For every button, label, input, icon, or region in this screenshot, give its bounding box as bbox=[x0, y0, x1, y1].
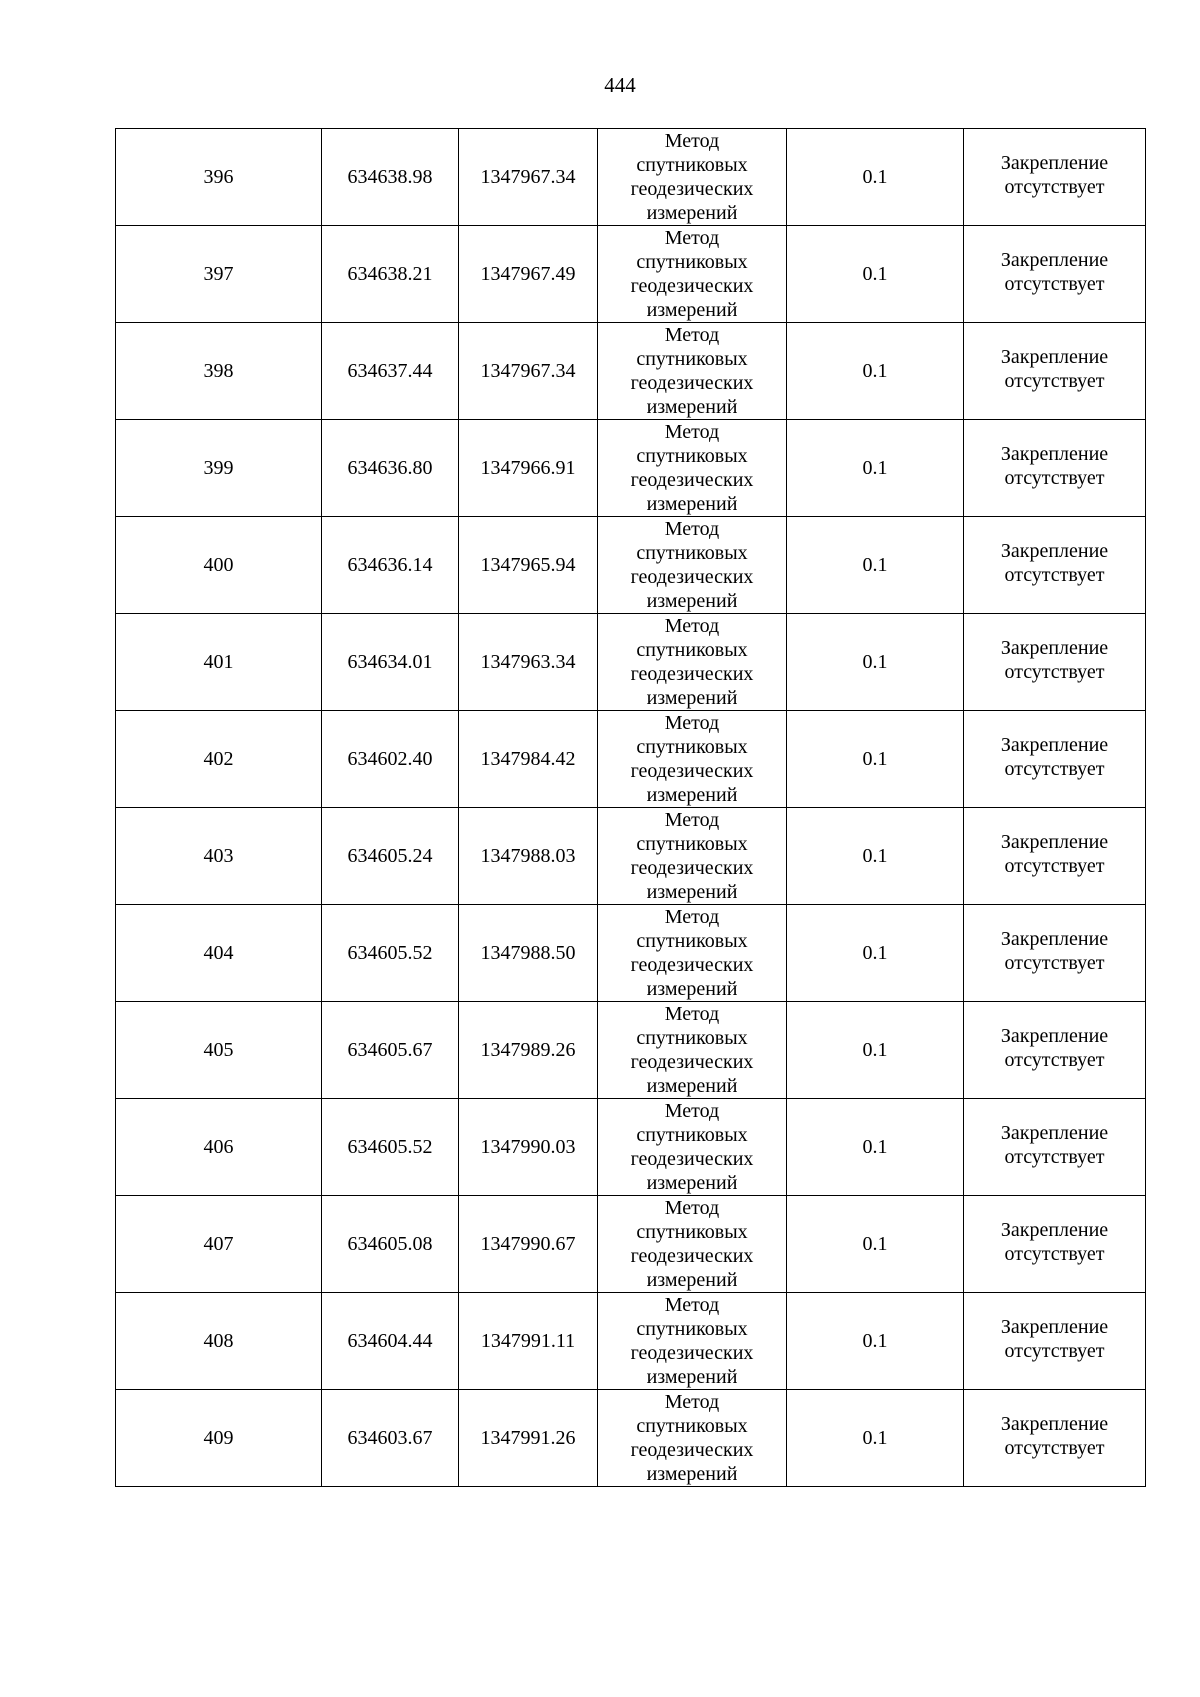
method-line: геодезических bbox=[630, 178, 754, 200]
method-line: Метод bbox=[664, 518, 720, 540]
method-cell bbox=[598, 129, 787, 226]
table-row bbox=[116, 420, 1146, 517]
y-coordinate-cell: 1347967.34 bbox=[459, 323, 598, 420]
y-coordinate-cell: 1347989.26 bbox=[459, 1002, 598, 1099]
table-row bbox=[116, 323, 1146, 420]
method-line: измерений bbox=[646, 396, 738, 418]
method-line: геодезических bbox=[630, 275, 754, 297]
method-line: спутниковых bbox=[636, 1124, 748, 1146]
fixing-line: Закрепление bbox=[1000, 346, 1109, 368]
method-line: Метод bbox=[664, 906, 720, 928]
method-line: Метод bbox=[664, 1197, 720, 1219]
fixing-line: Закрепление bbox=[1000, 637, 1109, 659]
fixing-cell bbox=[964, 1196, 1146, 1293]
method-cell bbox=[598, 808, 787, 905]
method-line: геодезических bbox=[630, 469, 754, 491]
method-cell bbox=[598, 711, 787, 808]
fixing-line: отсутствует bbox=[1004, 1243, 1105, 1265]
method-cell bbox=[598, 905, 787, 1002]
method-line: измерений bbox=[646, 881, 738, 903]
fixing-line: отсутствует bbox=[1004, 467, 1105, 489]
fixing-line: отсутствует bbox=[1004, 273, 1105, 295]
method-cell bbox=[598, 1390, 787, 1487]
method-cell bbox=[598, 1196, 787, 1293]
x-coordinate-cell: 634605.08 bbox=[322, 1196, 459, 1293]
fixing-cell bbox=[964, 420, 1146, 517]
method-line: Метод bbox=[664, 809, 720, 831]
method-line: спутниковых bbox=[636, 833, 748, 855]
x-coordinate-cell: 634636.14 bbox=[322, 517, 459, 614]
method-cell bbox=[598, 226, 787, 323]
point-number-cell: 400 bbox=[116, 517, 322, 614]
y-coordinate-cell: 1347965.94 bbox=[459, 517, 598, 614]
fixing-line: отсутствует bbox=[1004, 1340, 1105, 1362]
accuracy-cell: 0.1 bbox=[787, 1196, 964, 1293]
page-number: 444 bbox=[604, 73, 636, 97]
fixing-line: Закрепление bbox=[1000, 1025, 1109, 1047]
method-line: геодезических bbox=[630, 857, 754, 879]
table-body bbox=[116, 129, 1146, 1487]
table-row bbox=[116, 808, 1146, 905]
fixing-line: Закрепление bbox=[1000, 1316, 1109, 1338]
method-line: геодезических bbox=[630, 1051, 754, 1073]
method-line: измерений bbox=[646, 493, 738, 515]
method-line: геодезических bbox=[630, 566, 754, 588]
method-line: спутниковых bbox=[636, 930, 748, 952]
fixing-line: отсутствует bbox=[1004, 176, 1105, 198]
table-row bbox=[116, 226, 1146, 323]
method-line: Метод bbox=[664, 324, 720, 346]
accuracy-cell: 0.1 bbox=[787, 517, 964, 614]
x-coordinate-cell: 634605.52 bbox=[322, 905, 459, 1002]
accuracy-cell: 0.1 bbox=[787, 711, 964, 808]
method-line: спутниковых bbox=[636, 348, 748, 370]
x-coordinate-cell: 634605.67 bbox=[322, 1002, 459, 1099]
fixing-line: отсутствует bbox=[1004, 661, 1105, 683]
method-line: спутниковых bbox=[636, 445, 748, 467]
point-number-cell: 397 bbox=[116, 226, 322, 323]
point-number-cell: 404 bbox=[116, 905, 322, 1002]
method-line: Метод bbox=[664, 615, 720, 637]
x-coordinate-cell: 634638.21 bbox=[322, 226, 459, 323]
method-line: Метод bbox=[664, 1391, 720, 1413]
method-line: спутниковых bbox=[636, 1027, 748, 1049]
point-number-cell: 402 bbox=[116, 711, 322, 808]
method-line: Метод bbox=[664, 1003, 720, 1025]
method-line: спутниковых bbox=[636, 1221, 748, 1243]
fixing-cell bbox=[964, 1002, 1146, 1099]
fixing-line: Закрепление bbox=[1000, 1219, 1109, 1241]
method-cell bbox=[598, 323, 787, 420]
method-line: геодезических bbox=[630, 954, 754, 976]
method-line: измерений bbox=[646, 202, 738, 224]
accuracy-cell: 0.1 bbox=[787, 1390, 964, 1487]
point-number-cell: 399 bbox=[116, 420, 322, 517]
fixing-line: отсутствует bbox=[1004, 564, 1105, 586]
point-number-cell: 401 bbox=[116, 614, 322, 711]
accuracy-cell: 0.1 bbox=[787, 226, 964, 323]
x-coordinate-cell: 634638.98 bbox=[322, 129, 459, 226]
fixing-cell bbox=[964, 129, 1146, 226]
method-line: геодезических bbox=[630, 1439, 754, 1461]
y-coordinate-cell: 1347990.03 bbox=[459, 1099, 598, 1196]
fixing-line: Закрепление bbox=[1000, 1122, 1109, 1144]
table-row bbox=[116, 1293, 1146, 1390]
method-cell bbox=[598, 1099, 787, 1196]
method-line: Метод bbox=[664, 1294, 720, 1316]
fixing-line: отсутствует bbox=[1004, 1437, 1105, 1459]
point-number-cell: 406 bbox=[116, 1099, 322, 1196]
method-line: спутниковых bbox=[636, 251, 748, 273]
method-line: геодезических bbox=[630, 1148, 754, 1170]
method-line: измерений bbox=[646, 1172, 738, 1194]
fixing-cell bbox=[964, 1293, 1146, 1390]
point-number-cell: 398 bbox=[116, 323, 322, 420]
accuracy-cell: 0.1 bbox=[787, 614, 964, 711]
point-number-cell: 407 bbox=[116, 1196, 322, 1293]
table-row bbox=[116, 517, 1146, 614]
method-line: спутниковых bbox=[636, 542, 748, 564]
method-line: геодезических bbox=[630, 760, 754, 782]
fixing-cell bbox=[964, 1099, 1146, 1196]
fixing-cell bbox=[964, 905, 1146, 1002]
accuracy-cell: 0.1 bbox=[787, 129, 964, 226]
fixing-cell bbox=[964, 1390, 1146, 1487]
x-coordinate-cell: 634605.24 bbox=[322, 808, 459, 905]
table-row bbox=[116, 1196, 1146, 1293]
table-row bbox=[116, 614, 1146, 711]
table-row bbox=[116, 1099, 1146, 1196]
fixing-cell bbox=[964, 517, 1146, 614]
method-line: геодезических bbox=[630, 1342, 754, 1364]
method-line: измерений bbox=[646, 687, 738, 709]
accuracy-cell: 0.1 bbox=[787, 323, 964, 420]
y-coordinate-cell: 1347988.50 bbox=[459, 905, 598, 1002]
method-line: измерений bbox=[646, 1269, 738, 1291]
accuracy-cell: 0.1 bbox=[787, 420, 964, 517]
y-coordinate-cell: 1347988.03 bbox=[459, 808, 598, 905]
method-line: измерений bbox=[646, 1366, 738, 1388]
fixing-cell bbox=[964, 711, 1146, 808]
method-line: Метод bbox=[664, 227, 720, 249]
fixing-cell bbox=[964, 614, 1146, 711]
fixing-line: Закрепление bbox=[1000, 443, 1109, 465]
y-coordinate-cell: 1347967.49 bbox=[459, 226, 598, 323]
method-line: геодезических bbox=[630, 372, 754, 394]
x-coordinate-cell: 634634.01 bbox=[322, 614, 459, 711]
y-coordinate-cell: 1347966.91 bbox=[459, 420, 598, 517]
table-row bbox=[116, 129, 1146, 226]
accuracy-cell: 0.1 bbox=[787, 808, 964, 905]
method-cell bbox=[598, 517, 787, 614]
fixing-line: Закрепление bbox=[1000, 152, 1109, 174]
fixing-line: Закрепление bbox=[1000, 249, 1109, 271]
accuracy-cell: 0.1 bbox=[787, 1099, 964, 1196]
method-line: Метод bbox=[664, 1100, 720, 1122]
method-line: измерений bbox=[646, 784, 738, 806]
method-cell bbox=[598, 1293, 787, 1390]
accuracy-cell: 0.1 bbox=[787, 1293, 964, 1390]
fixing-cell bbox=[964, 323, 1146, 420]
method-line: измерений bbox=[646, 1075, 738, 1097]
method-line: спутниковых bbox=[636, 639, 748, 661]
method-cell bbox=[598, 1002, 787, 1099]
fixing-line: Закрепление bbox=[1000, 1413, 1109, 1435]
method-line: измерений bbox=[646, 299, 738, 321]
point-number-cell: 409 bbox=[116, 1390, 322, 1487]
fixing-line: отсутствует bbox=[1004, 758, 1105, 780]
method-line: Метод bbox=[664, 421, 720, 443]
table-row bbox=[116, 1002, 1146, 1099]
accuracy-cell: 0.1 bbox=[787, 1002, 964, 1099]
point-number-cell: 405 bbox=[116, 1002, 322, 1099]
accuracy-cell: 0.1 bbox=[787, 905, 964, 1002]
x-coordinate-cell: 634636.80 bbox=[322, 420, 459, 517]
coordinates-table bbox=[115, 128, 1146, 1487]
table-row bbox=[116, 905, 1146, 1002]
table-row bbox=[116, 1390, 1146, 1487]
x-coordinate-cell: 634602.40 bbox=[322, 711, 459, 808]
method-line: геодезических bbox=[630, 1245, 754, 1267]
fixing-line: Закрепление bbox=[1000, 540, 1109, 562]
y-coordinate-cell: 1347991.11 bbox=[459, 1293, 598, 1390]
fixing-line: отсутствует bbox=[1004, 952, 1105, 974]
method-cell bbox=[598, 614, 787, 711]
fixing-line: отсутствует bbox=[1004, 855, 1105, 877]
point-number-cell: 396 bbox=[116, 129, 322, 226]
fixing-cell bbox=[964, 808, 1146, 905]
method-line: измерений bbox=[646, 1463, 738, 1485]
y-coordinate-cell: 1347967.34 bbox=[459, 129, 598, 226]
fixing-line: Закрепление bbox=[1000, 928, 1109, 950]
fixing-line: отсутствует bbox=[1004, 1146, 1105, 1168]
method-line: спутниковых bbox=[636, 1318, 748, 1340]
x-coordinate-cell: 634603.67 bbox=[322, 1390, 459, 1487]
fixing-line: Закрепление bbox=[1000, 831, 1109, 853]
y-coordinate-cell: 1347984.42 bbox=[459, 711, 598, 808]
fixing-cell bbox=[964, 226, 1146, 323]
method-line: измерений bbox=[646, 590, 738, 612]
point-number-cell: 408 bbox=[116, 1293, 322, 1390]
x-coordinate-cell: 634604.44 bbox=[322, 1293, 459, 1390]
y-coordinate-cell: 1347991.26 bbox=[459, 1390, 598, 1487]
method-line: спутниковых bbox=[636, 736, 748, 758]
method-line: Метод bbox=[664, 712, 720, 734]
point-number-cell: 403 bbox=[116, 808, 322, 905]
method-line: спутниковых bbox=[636, 154, 748, 176]
fixing-line: отсутствует bbox=[1004, 370, 1105, 392]
x-coordinate-cell: 634637.44 bbox=[322, 323, 459, 420]
x-coordinate-cell: 634605.52 bbox=[322, 1099, 459, 1196]
y-coordinate-cell: 1347963.34 bbox=[459, 614, 598, 711]
method-line: измерений bbox=[646, 978, 738, 1000]
fixing-line: отсутствует bbox=[1004, 1049, 1105, 1071]
y-coordinate-cell: 1347990.67 bbox=[459, 1196, 598, 1293]
method-line: Метод bbox=[664, 130, 720, 152]
table-row bbox=[116, 711, 1146, 808]
method-line: спутниковых bbox=[636, 1415, 748, 1437]
fixing-line: Закрепление bbox=[1000, 734, 1109, 756]
method-line: геодезических bbox=[630, 663, 754, 685]
method-cell bbox=[598, 420, 787, 517]
